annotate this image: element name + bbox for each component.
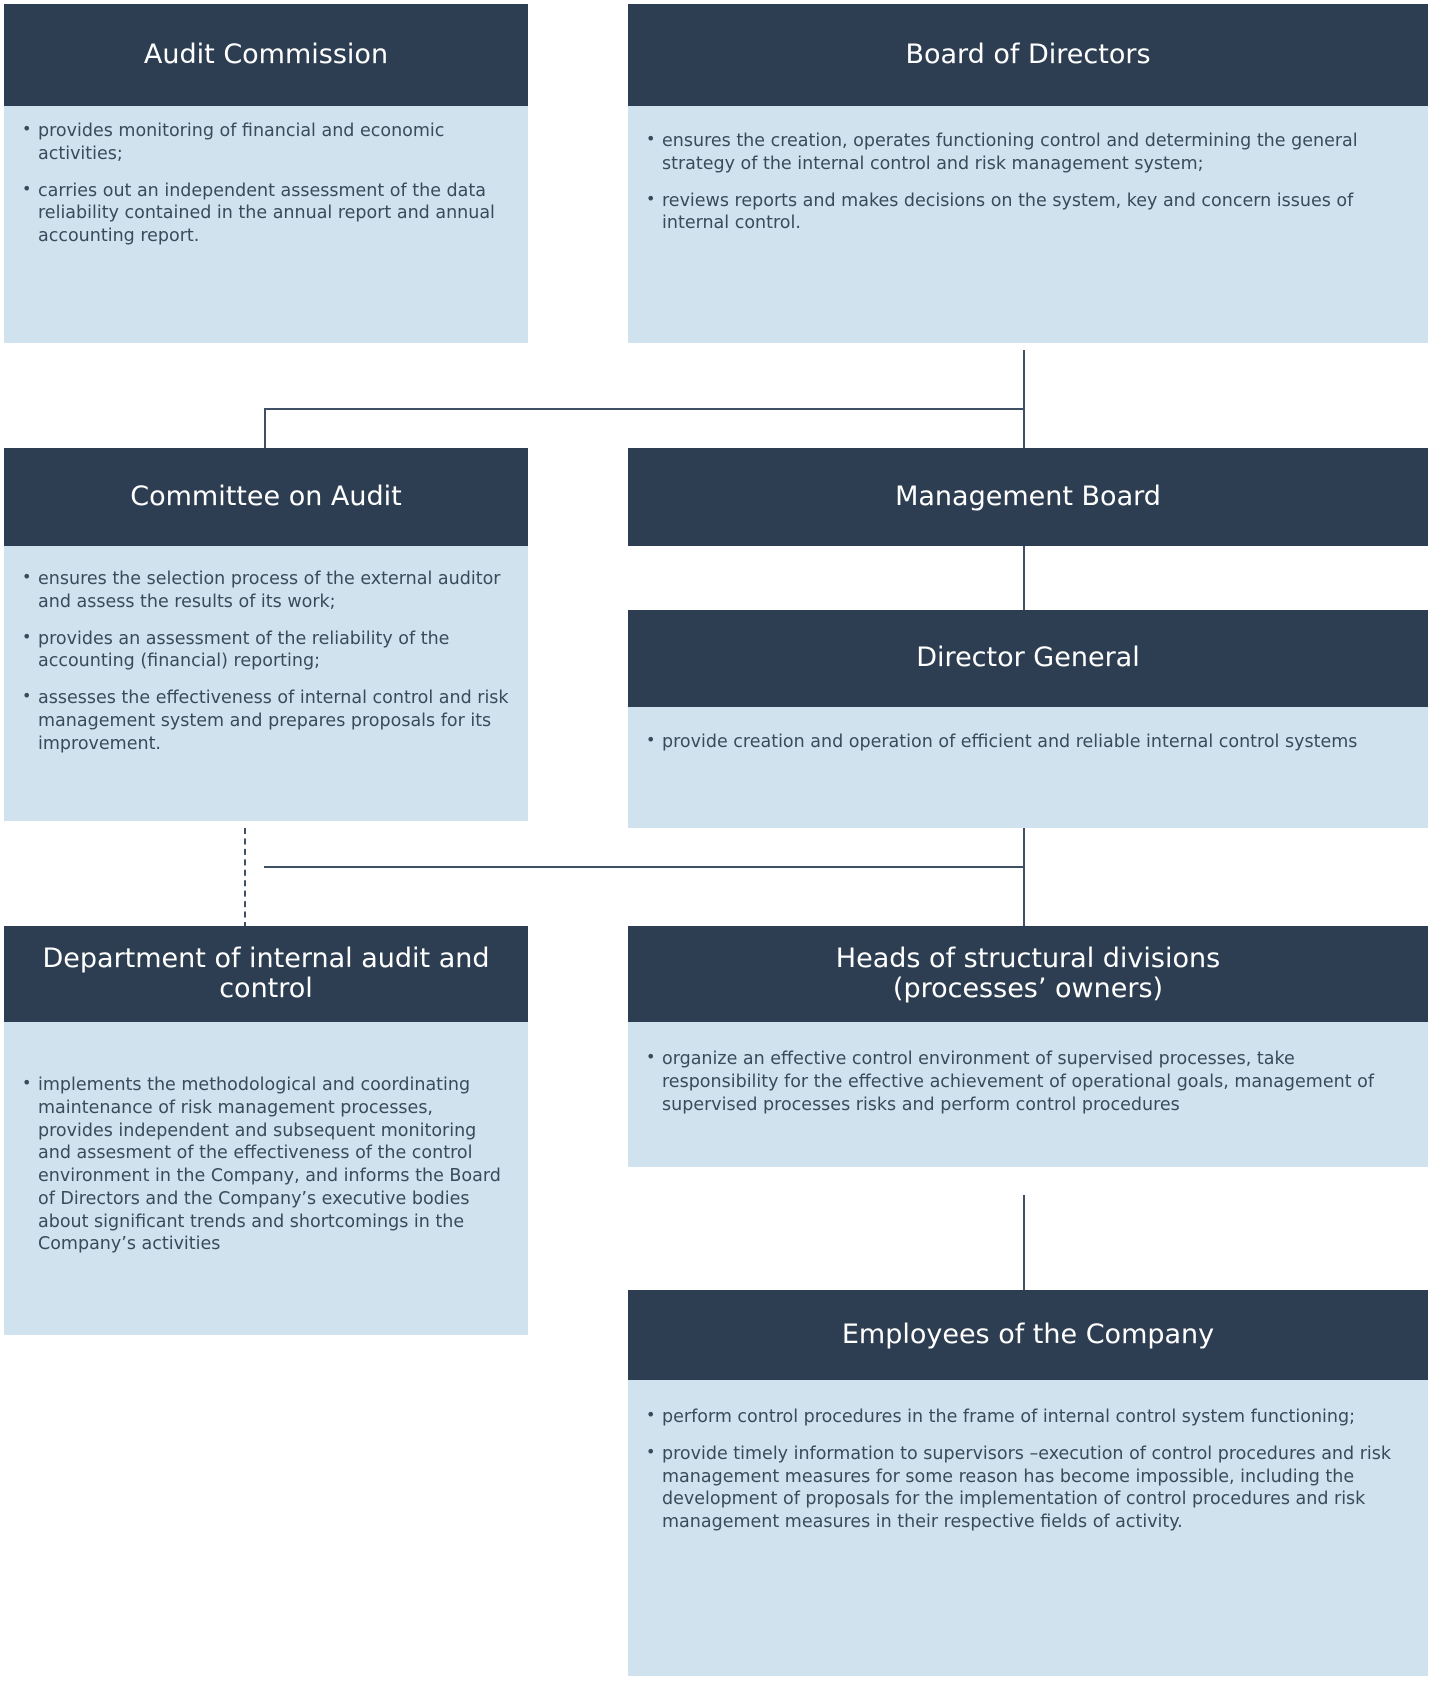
connector-to-heads [1023,866,1025,926]
list-item: • reviews reports and makes decisions on the system, key and concern issues of internal control. [660,190,1410,236]
connector-board-vertical [1023,350,1025,410]
node-board-of-directors [628,4,1428,343]
node-employees-of-the-company [628,1290,1428,1676]
node-body-audit-commission [4,106,528,343]
node-body-board-of-directors [628,106,1428,343]
list-item: • carries out an independent assessment of the data reliability contained in the annual report and annual accounting report. [36,180,510,248]
node-title-audit-commission: Audit Commission [4,4,528,106]
node-title-director-general: Director General [628,610,1428,707]
node-title-line-2: (processes’ owners) [892,973,1164,1004]
node-title-management-board: Management Board [628,448,1428,546]
node-body-department-of-internal-audit-and-control [4,1022,528,1335]
node-heads-of-structural-divisions [628,926,1428,1167]
list-item: • ensures the creation, operates functioning control and determining the general strategy of the internal control and risk management system; [660,130,1410,176]
connector-management-to-director [1023,545,1025,610]
node-department-of-internal-audit-and-control [4,926,528,1335]
connector-director-horizontal [264,866,1025,868]
connector-to-management-board [1023,408,1025,448]
node-title-board-of-directors: Board of Directors [628,4,1428,106]
list-item: • ensures the selection process of the external auditor and assess the results of its work; [36,568,510,614]
node-audit-commission [4,4,528,343]
node-director-general [628,610,1428,828]
list-item: • implements the methodological and coordinating maintenance of risk management processes, provides independent and subsequent monitoring and assesment of the effectiveness of the control environment in the Company, and informs the Board of Directors and the Company’s executive bodies about significant trends and shortcomings in the Company’s activities [36,1074,510,1256]
list-item: • provides an assessment of the reliability of the accounting (financial) reporting; [36,628,510,674]
node-body-heads-of-structural-divisions [628,1022,1428,1167]
connector-dashed-to-department [244,828,246,928]
node-title-heads-of-structural-divisions [628,926,1428,1022]
list-item: • perform control procedures in the frame of internal control system functioning; [660,1406,1410,1429]
list-item: • provide timely information to supervisors –execution of control procedures and risk management measures for some reason has become impossible, including the development of proposals for the implementation of control procedures and risk management measures in their respective fields of activity. [660,1443,1410,1534]
node-body-employees-of-the-company [628,1380,1428,1676]
node-title-line-1: Heads of structural divisions [835,942,1221,974]
node-title-department-of-internal-audit-and-control: Department of internal audit and control [4,926,528,1022]
node-committee-on-audit [4,448,528,821]
connector-to-committee [264,408,266,448]
node-body-director-general [628,707,1428,828]
list-item: • organize an effective control environment of supervised processes, take responsibility for the effective achievement of operational goals, management of supervised processes risks and perform control procedures [660,1048,1410,1116]
connector-board-horizontal [264,408,1025,410]
node-title-committee-on-audit: Committee on Audit [4,448,528,546]
list-item: • provide creation and operation of efficient and reliable internal control systems [660,731,1410,754]
node-management-board [628,448,1428,546]
list-item: • assesses the effectiveness of internal control and risk management system and prepares proposals for its improvement. [36,687,510,755]
connector-heads-to-employees [1023,1195,1025,1290]
connector-director-down [1023,828,1025,868]
node-title-employees-of-the-company: Employees of the Company [628,1290,1428,1380]
list-item: • provides monitoring of financial and economic activities; [36,120,510,166]
node-body-committee-on-audit [4,546,528,821]
